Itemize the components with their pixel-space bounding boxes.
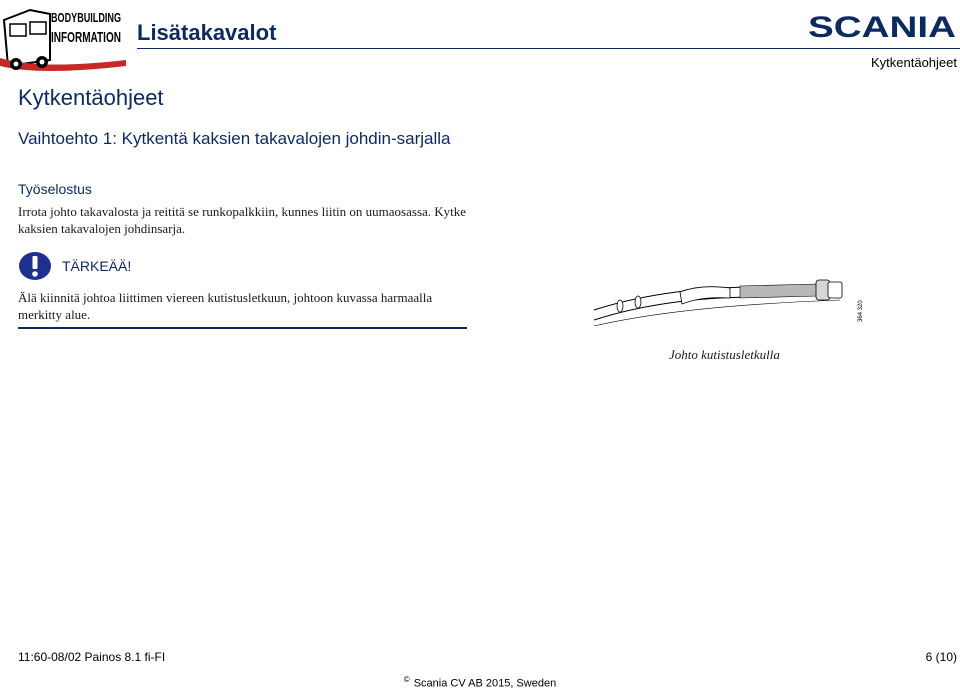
logo-text-line2: INFORMATION: [51, 29, 121, 46]
scania-logo-text: SCANIA: [808, 11, 956, 44]
scania-logo: [808, 10, 958, 42]
section-label: Kytkentäohjeet: [870, 55, 957, 70]
subheading: Vaihtoehto 1: Kytkentä kaksien takavalojen johdin-sarjalla: [18, 129, 451, 148]
highlighted-area: [740, 284, 818, 298]
document-heading: Kytkentäohjeet: [18, 85, 164, 110]
instruction-paragraph: Irrota johto takavalosta ja reititä se runkopalkkiin, kunnes liitin on uumaosassa. Kytke kaksien takavalojen johdinsarja.: [18, 204, 467, 236]
warning-label: TÄRKEÄÄ!: [62, 258, 132, 274]
figure-caption: Johto kutistusletkulla: [669, 347, 780, 362]
header-divider: [137, 48, 960, 49]
page-title: Lisätakavalot: [137, 20, 277, 45]
warning-divider: [18, 327, 467, 329]
page-number: 6 (10): [925, 650, 957, 664]
cable-shrink-tube-figure: [590, 270, 880, 332]
figure-code: 364 320: [858, 300, 864, 322]
logo-text-line1: BODYBUILDING: [51, 10, 121, 25]
exclamation-warning-icon: [18, 251, 52, 281]
copyright: [0, 675, 960, 690]
warning-text: Älä kiinnitä johtoa liittimen viereen kutistusletkuun, johtoon kuvassa harmaalla merkitty alue.: [18, 290, 433, 322]
copyright-text: Scania CV AB 2015, Sweden: [413, 677, 557, 690]
copyright-symbol: ©: [403, 675, 410, 684]
procedure-label: Työselostus: [18, 181, 92, 197]
document-id: 11:60-08/02 Painos 8.1 fi-FI: [18, 650, 166, 664]
bodybuilding-information-logo: [0, 0, 128, 74]
